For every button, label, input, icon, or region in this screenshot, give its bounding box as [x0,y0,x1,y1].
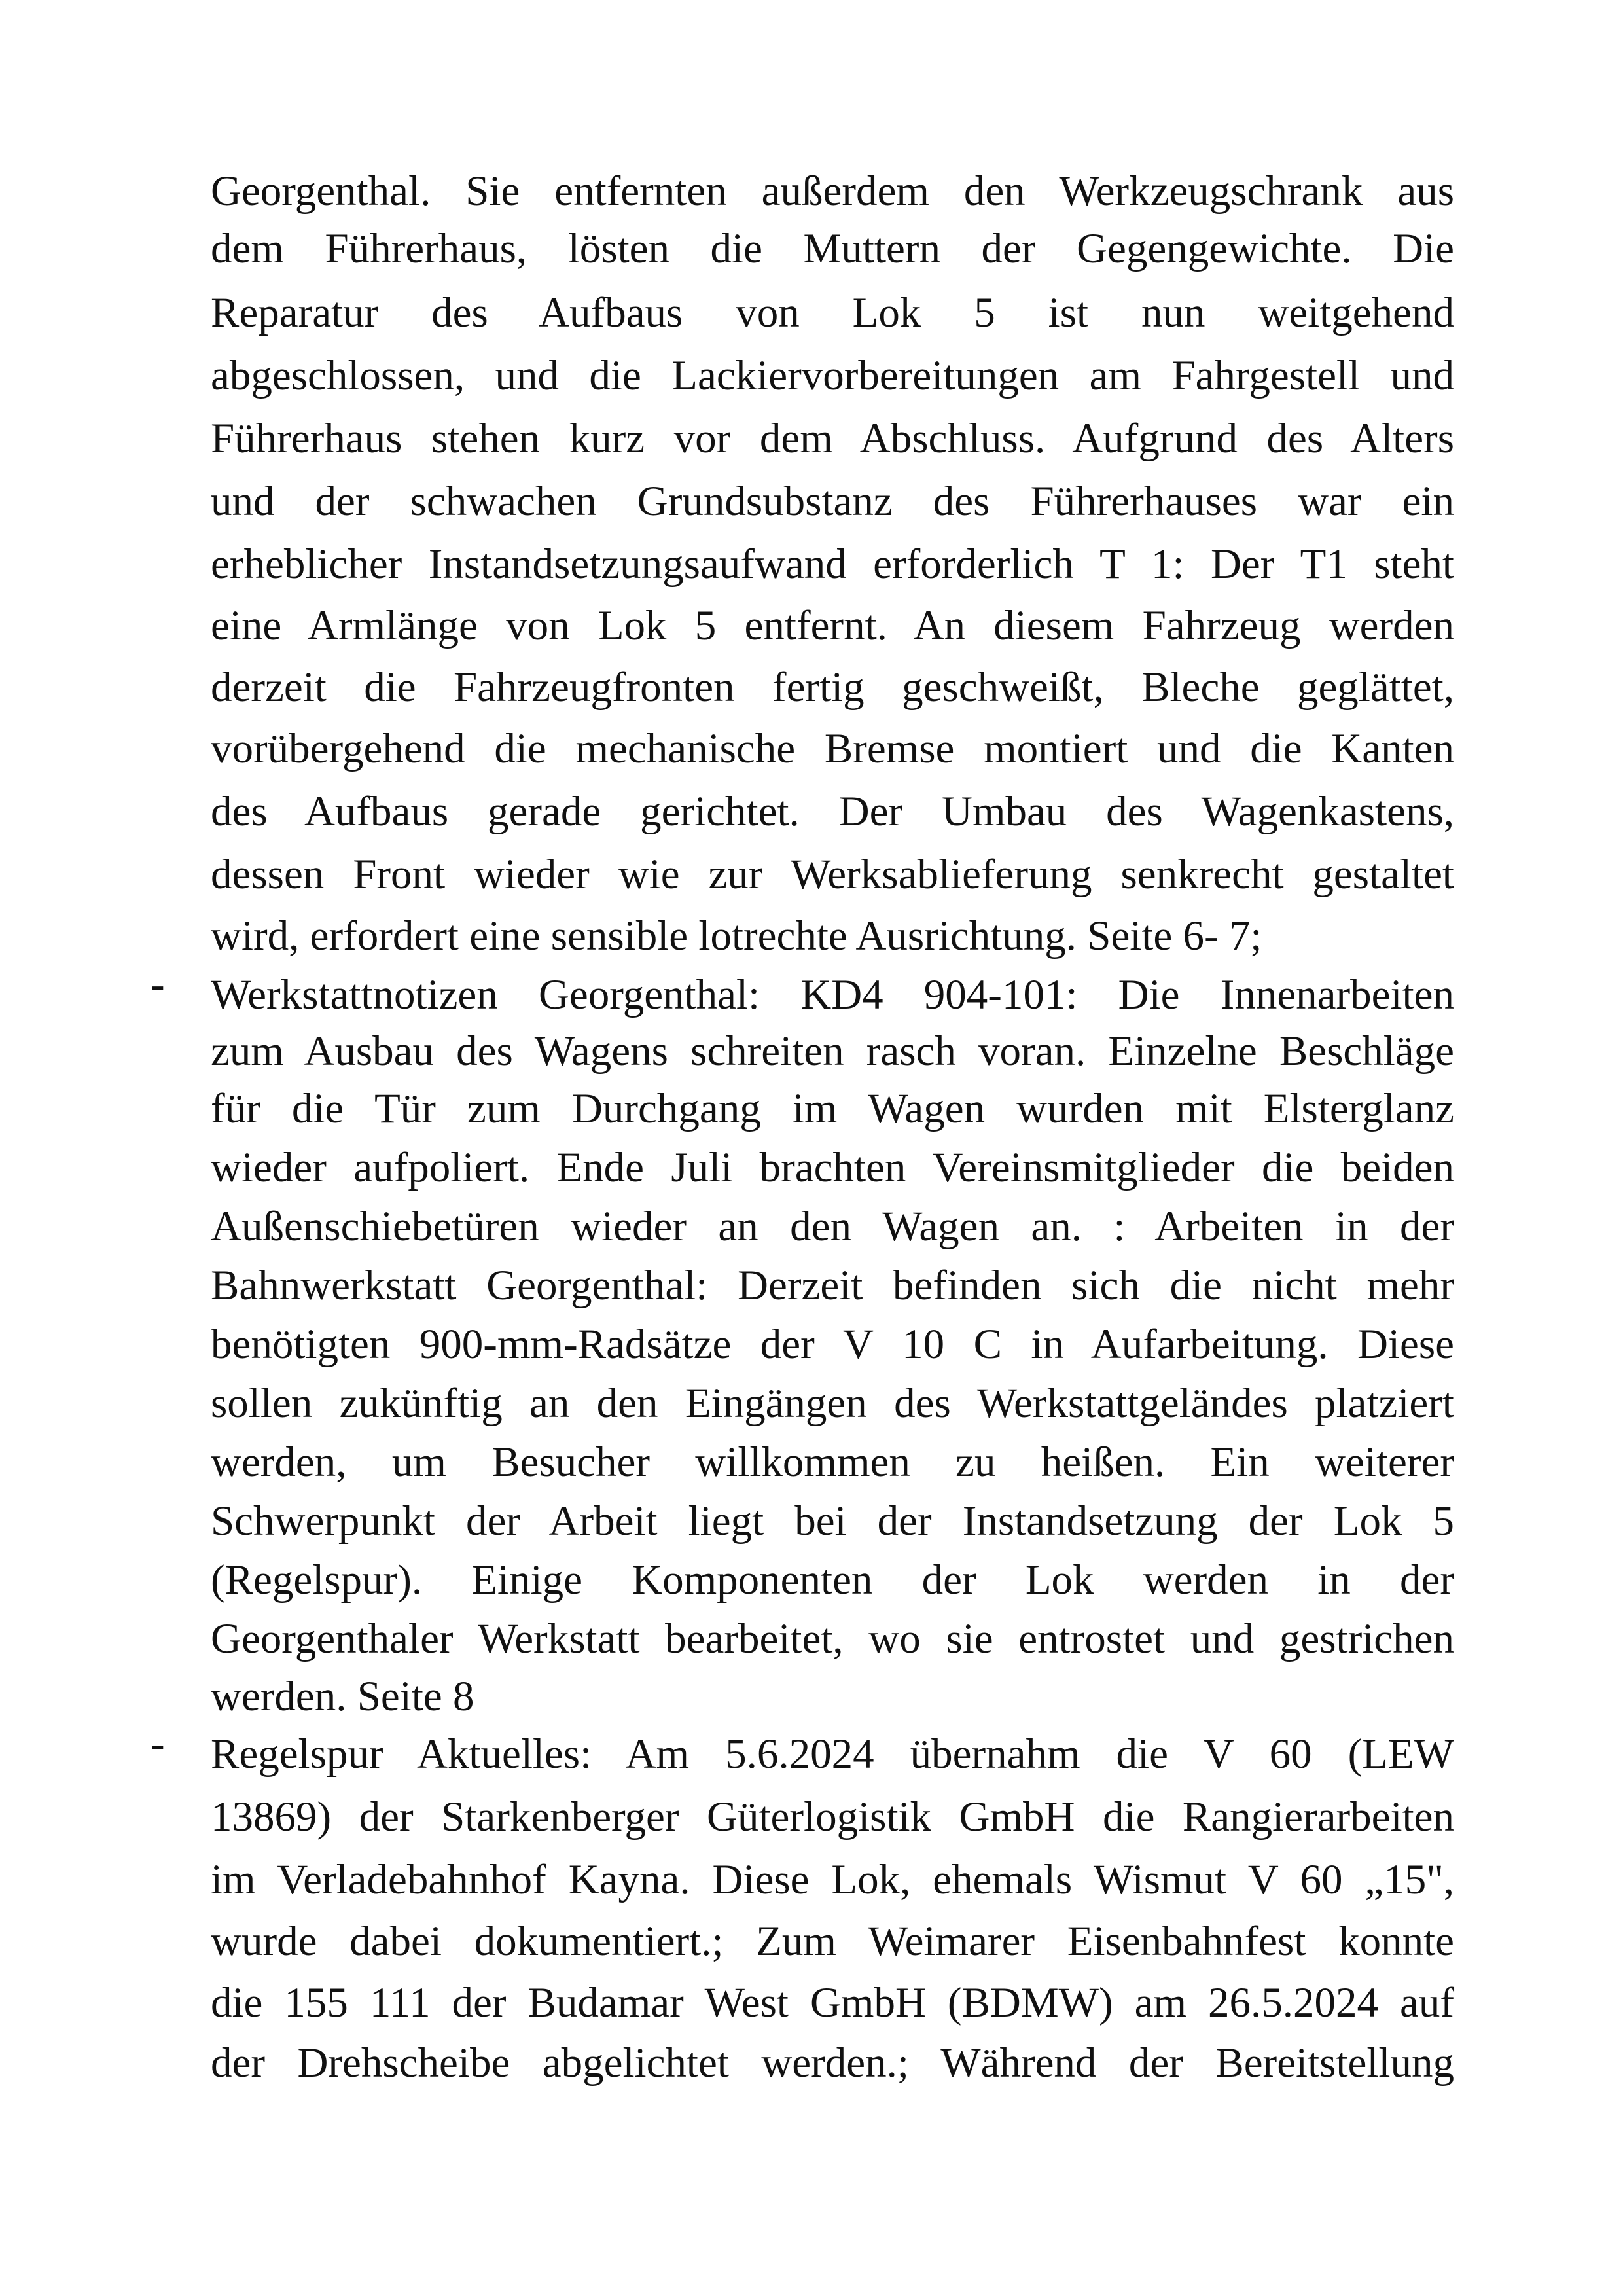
text-line: Regelspur Aktuelles: Am 5.6.2024 übernahm die V 60 (LEW [211,1731,1454,1778]
bullet-dash: - [151,961,165,1008]
text-line: werden. Seite 8 [211,1673,474,1720]
text-line: des Aufbaus gerade gerichtet. Der Umbau des Wagenkastens, [211,788,1454,835]
text-line: erheblicher Instandsetzungsaufwand erforderlich T 1: Der T1 steht [211,541,1454,588]
text-line: wird, erfordert eine sensible lotrechte Ausrichtung. Seite 6- 7; [211,912,1262,960]
text-line: dem Führerhaus, lösten die Muttern der Gegengewichte. Die [211,225,1454,272]
text-line: derzeit die Fahrzeugfronten fertig geschweißt, Bleche geglättet, [211,664,1454,711]
text-line: werden, um Besucher willkommen zu heißen. Ein weiterer [211,1439,1454,1486]
text-line: (Regelspur). Einige Komponenten der Lok werden in der [211,1556,1454,1604]
text-line: Werkstattnotizen Georgenthal: KD4 904-101: Die Innenarbeiten [211,971,1454,1018]
text-line: vorübergehend die mechanische Bremse montiert und die Kanten [211,725,1454,772]
text-line: Schwerpunkt der Arbeit liegt bei der Instandsetzung der Lok 5 [211,1498,1454,1545]
text-line: im Verladebahnhof Kayna. Diese Lok, ehemals Wismut V 60 „15", [211,1856,1454,1903]
text-line: benötigten 900-mm-Radsätze der V 10 C in Aufarbeitung. Diese [211,1321,1454,1368]
text-line: Führerhaus stehen kurz vor dem Abschluss. Aufgrund des Alters [211,415,1454,462]
text-line: für die Tür zum Durchgang im Wagen wurden mit Elsterglanz [211,1085,1454,1132]
text-line: eine Armlänge von Lok 5 entfernt. An diesem Fahrzeug werden [211,602,1454,649]
text-line: Georgenthal. Sie entfernten außerdem den Werkzeugschrank aus [211,168,1454,215]
text-line: Außenschiebetüren wieder an den Wagen an. : Arbeiten in der [211,1203,1454,1250]
text-line: wieder aufpoliert. Ende Juli brachten Vereinsmitglieder die beiden [211,1144,1454,1191]
text-line: Georgenthaler Werkstatt bearbeitet, wo sie entrostet und gestrichen [211,1615,1454,1662]
text-line: sollen zukünftig an den Eingängen des Werkstattgeländes platziert [211,1380,1454,1427]
text-line: der Drehscheibe abgelichtet werden.; Während der Bereitstellung [211,2039,1454,2087]
text-line: Bahnwerkstatt Georgenthal: Derzeit befinden sich die nicht mehr [211,1262,1454,1309]
text-line: die 155 111 der Budamar West GmbH (BDMW) am 26.5.2024 auf [211,1979,1454,2026]
bullet-dash: - [151,1720,165,1767]
text-line: Reparatur des Aufbaus von Lok 5 ist nun weitgehend [211,289,1454,336]
text-line: abgeschlossen, und die Lackiervorbereitungen am Fahrgestell und [211,352,1454,399]
text-line: dessen Front wieder wie zur Werksablieferung senkrecht gestaltet [211,851,1454,898]
text-line: wurde dabei dokumentiert.; Zum Weimarer Eisenbahnfest konnte [211,1918,1454,1965]
text-line: zum Ausbau des Wagens schreiten rasch voran. Einzelne Beschläge [211,1028,1454,1075]
text-line: und der schwachen Grundsubstanz des Führerhauses war ein [211,478,1454,525]
text-line: 13869) der Starkenberger Güterlogistik GmbH die Rangierarbeiten [211,1793,1454,1840]
